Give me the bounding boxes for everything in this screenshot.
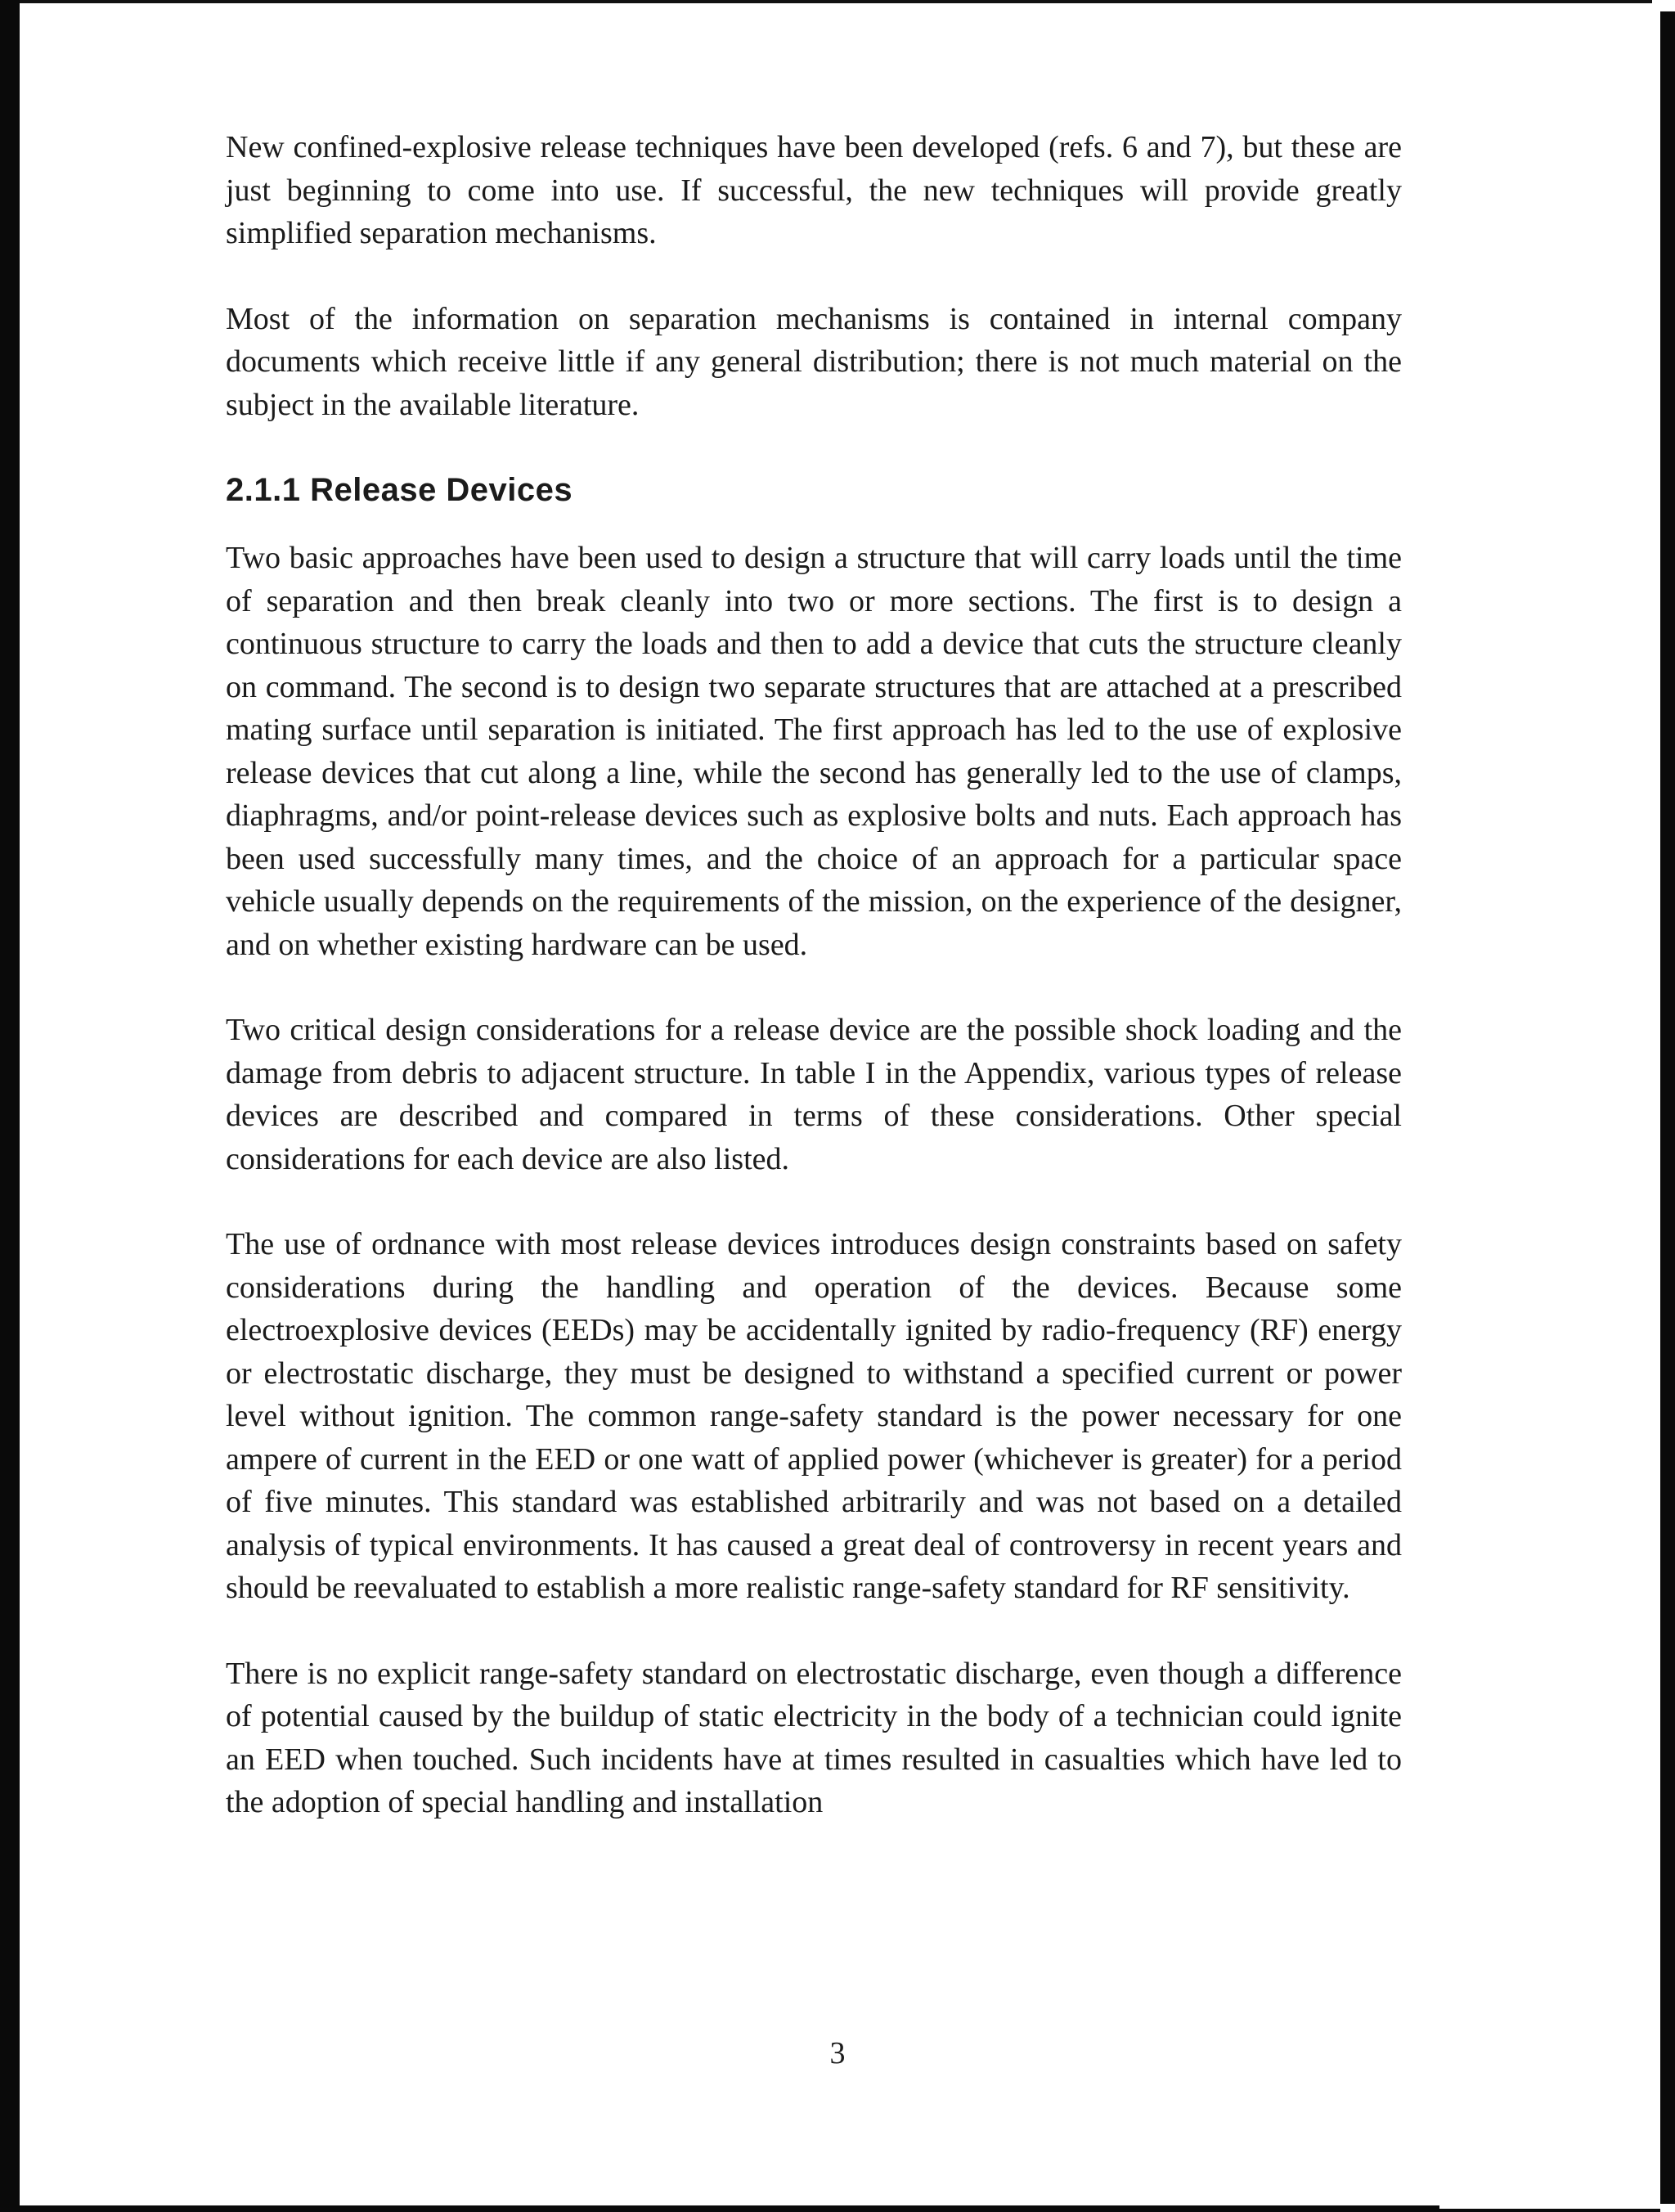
page-number: 3 [829, 2036, 846, 2070]
paragraph-confined-explosive: New confined-explosive release techniques have been developed (refs. 6 and 7), but these are just beginning to come into use. If successful, the new techniques will provide greatly simplified separation mechanisms. [226, 130, 1402, 250]
scan-edge-left [0, 0, 20, 2212]
scan-edge-bottom [0, 2205, 1439, 2212]
paragraph-information-sources: Most of the information on separation mechanisms is contained in internal company documents which receive little if any general distribution; there is not much material on the subject in the available literature. [226, 301, 1402, 422]
paragraph-electrostatic-discharge: There is no explicit range-safety standard on electrostatic discharge, even though a difference of potential caused by the buildup of static electricity in the body of a technician could ignite an EED when touched. Such incidents have at times resulted in casualties which have led to the adoption of special handling and installation [226, 1656, 1402, 1819]
scan-edge-top [0, 0, 1652, 3]
paragraph-design-considerations: Two critical design considerations for a release device are the possible shock loading and the damage from debris to adjacent structure. In table I in the Appendix, various types of release devices are described and compared in terms of these considerations. Other special considerations for each device are also listed. [226, 1013, 1402, 1176]
page-body [226, 126, 1402, 1867]
scan-edge-bottom-right [1439, 2209, 1660, 2212]
scan-edge-right [1660, 11, 1675, 2204]
section-heading: 2.1.1 Release Devices [226, 472, 573, 508]
paragraph-ordnance-safety: The use of ordnance with most release devices introduces design constraints based on safety considerations during the handling and operation of the devices. Because some electroexplosive devices (EEDs) may be accidentally ignited by radio-frequency (RF) energy or electrostatic discharge, they must be designed to withstand a specified current or power level without ignition. The common range-safety standard is the power necessary for one ampere of current in the EED or one watt of applied power (whichever is greater) for a period of five minutes. This standard was established arbitrarily and was not based on a detailed analysis of typical environments. It has caused a great deal of controversy in recent years and should be reevaluated to establish a more realistic range-safety standard for RF sensitivity. [226, 1227, 1402, 1605]
paragraph-basic-approaches: Two basic approaches have been used to design a structure that will carry loads until the time of separation and then break cleanly into two or more sections. The first is to design a continuous structure to carry the loads and then to add a device that cuts the structure cleanly on command. The second is to design two separate structures that are attached at a prescribed mating surface until separation is initiated. The first approach has led to the use of explosive release devices that cut along a line, while the second has generally led to the use of clamps, diaphragms, and/or point-release devices such as explosive bolts and nuts. Each approach has been used successfully many times, and the choice of an approach for a particular space vehicle usually depends on the requirements of the mission, on the experience of the designer, and on whether existing hardware can be used. [226, 541, 1402, 962]
